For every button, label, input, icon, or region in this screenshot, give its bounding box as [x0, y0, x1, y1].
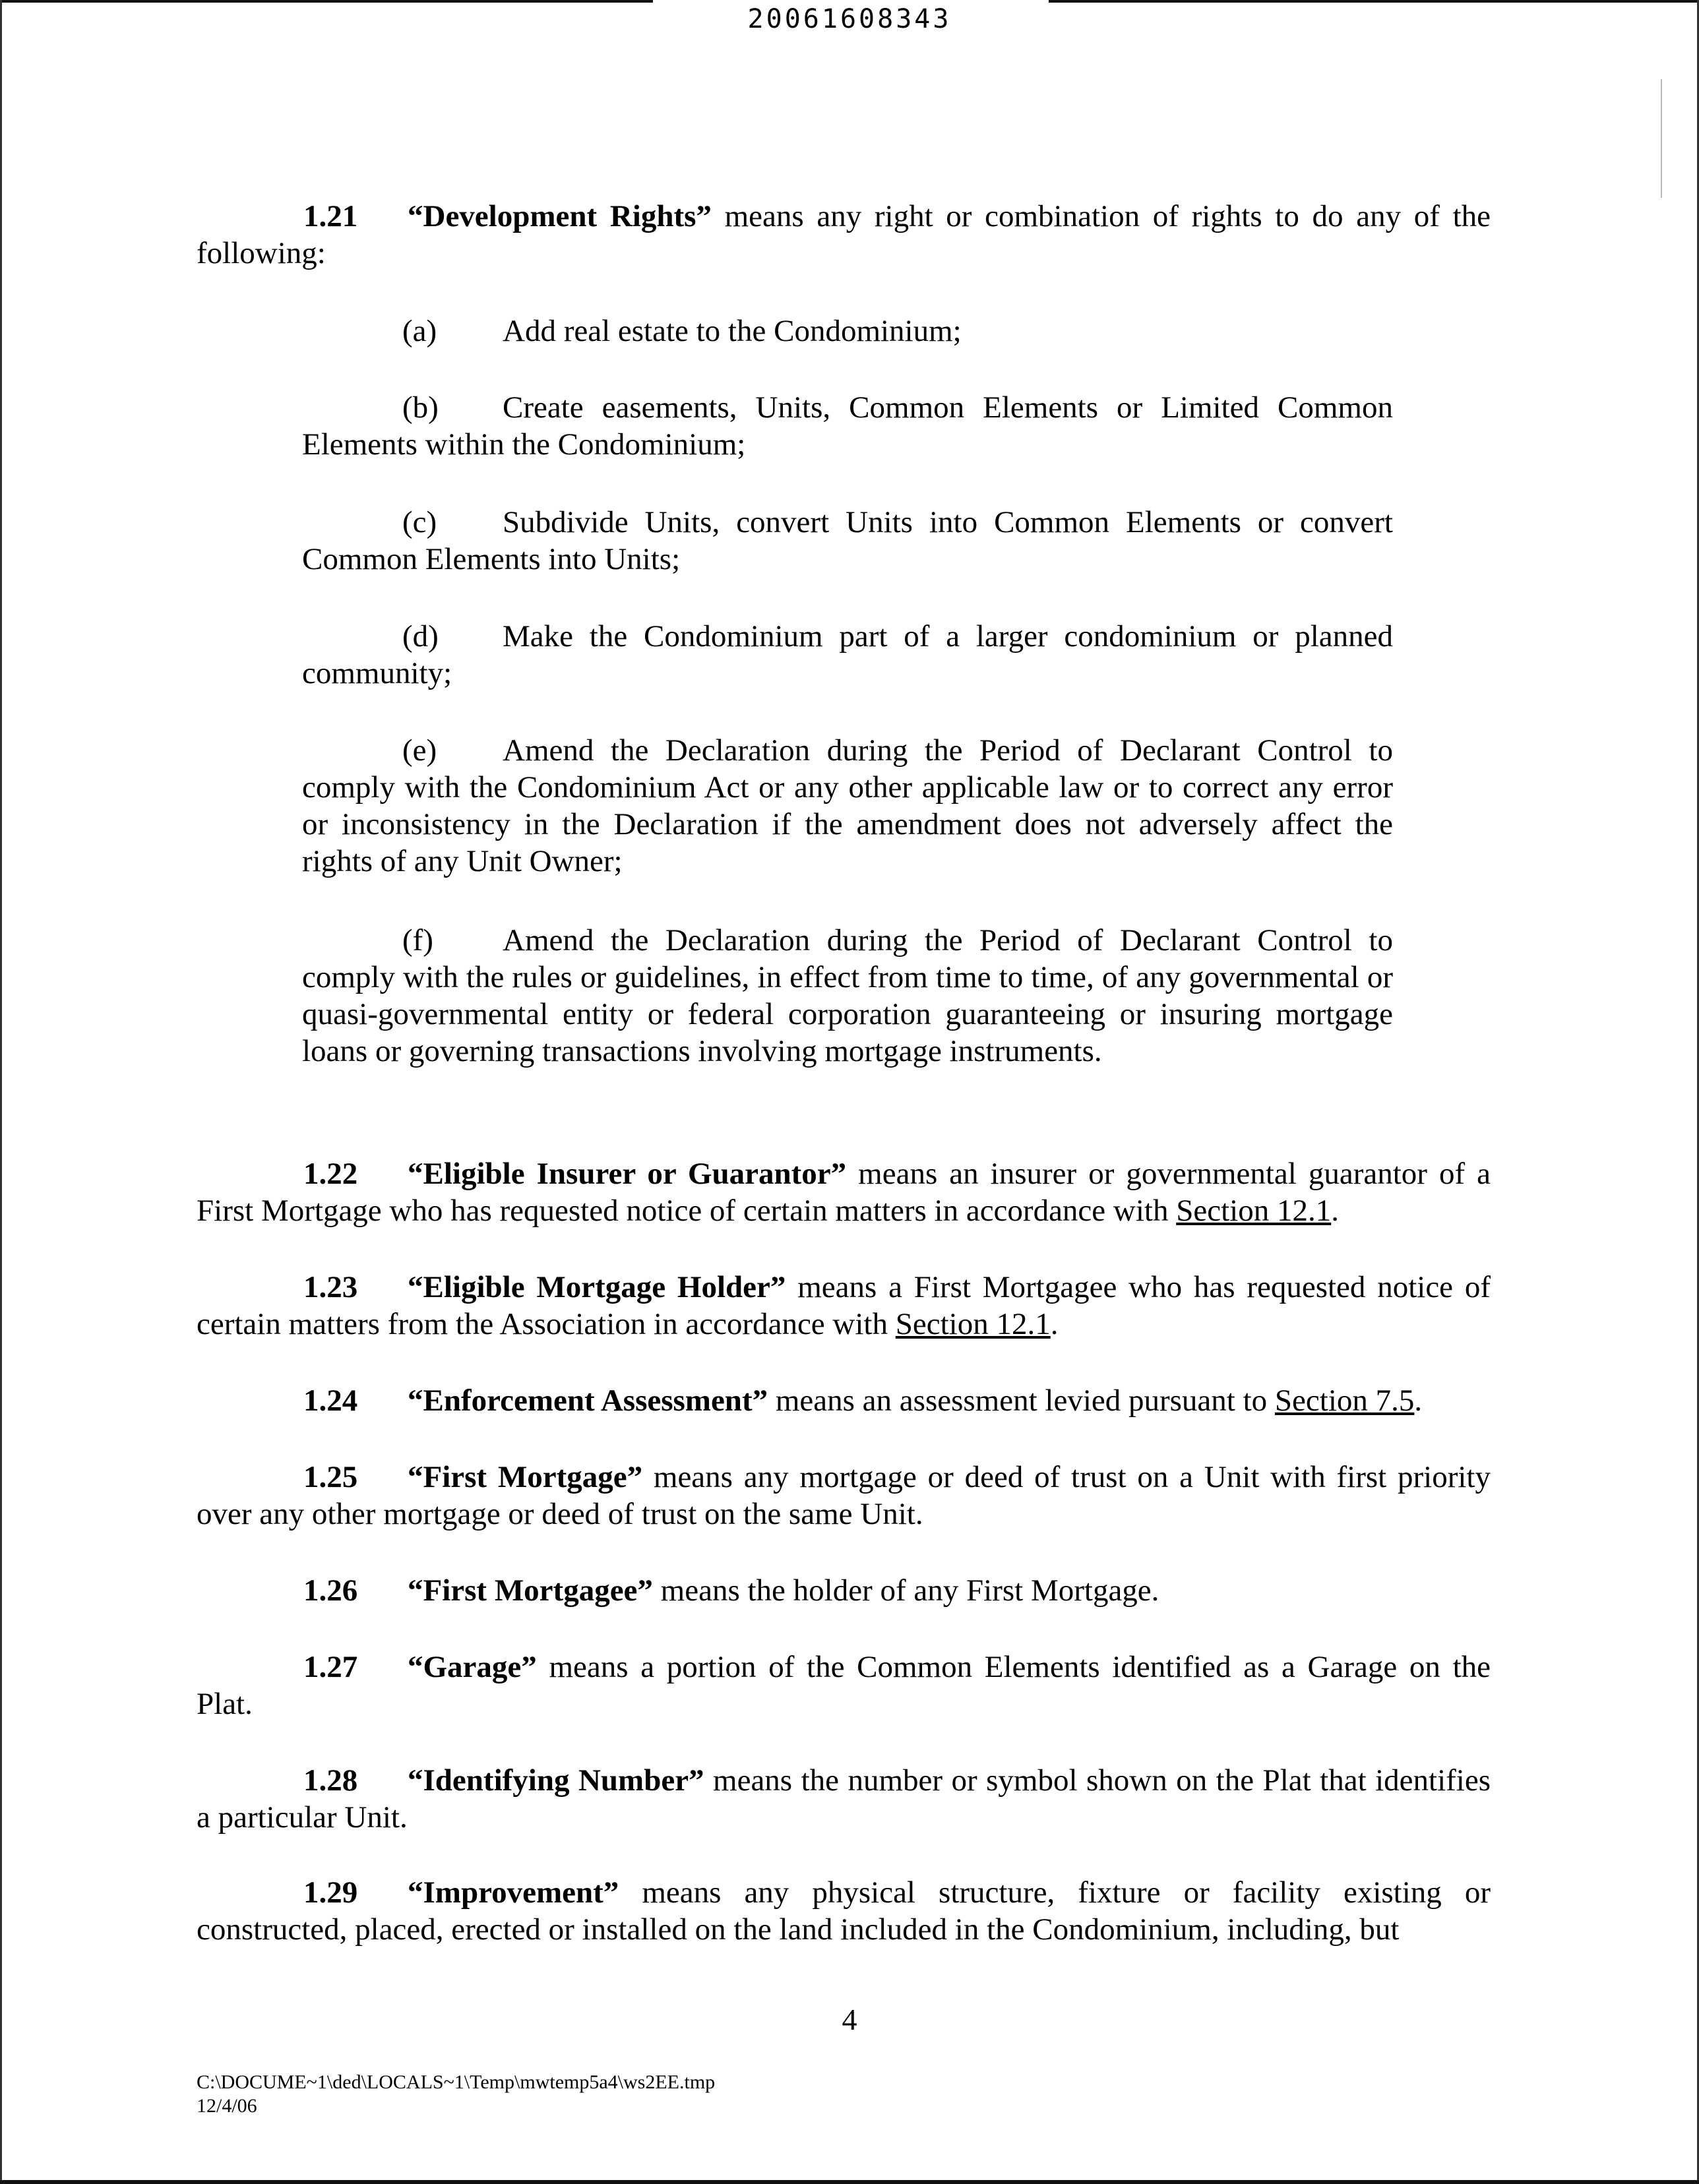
scan-border-bottom — [0, 2180, 1699, 2184]
definition-text: means an insurer or governmental guarantor of a First Mortgage who has requested notice of certain matters in accordance with — [197, 1157, 1491, 1228]
section-number: 1.24 — [303, 1383, 358, 1418]
subitem-text: Amend the Declaration during the Period of Declarant Control to comply with the Condominium Act or any other applicable law or to correct any error or inconsistency in the Declaration if the amendment does not adversely affect the rights of any Unit Owner; — [302, 733, 1393, 878]
defined-term: “First Mortgagee” — [408, 1573, 653, 1608]
scan-border-left — [0, 0, 2, 2184]
subitem-text: Make the Condominium part of a larger condominium or planned community; — [302, 619, 1393, 690]
definition-1-23 — [197, 1269, 1491, 1343]
definition-1-22 — [197, 1155, 1491, 1229]
section-number: 1.26 — [303, 1573, 358, 1608]
definition-text: means any right or combination of rights to do any of the following: — [197, 199, 1491, 270]
section-reference: Section 12.1 — [1176, 1194, 1332, 1228]
defined-term: “Improvement” — [408, 1875, 619, 1910]
subitem-label: (c) — [402, 505, 437, 539]
subitem-label: (e) — [402, 733, 437, 768]
subitem-b — [302, 389, 1393, 463]
subitem-c — [302, 504, 1393, 578]
definition-text: means the number or symbol shown on the Plat that identifies a particular Unit. — [197, 1763, 1491, 1835]
footer-file-path: C:\DOCUME~1\ded\LOCALS~1\Temp\mwtemp5a4\ws2EE.tmp — [197, 2071, 716, 2093]
subitem-label: (b) — [402, 390, 439, 425]
definition-1-25 — [197, 1459, 1491, 1532]
section-number: 1.28 — [303, 1763, 358, 1798]
defined-term: “Eligible Mortgage Holder” — [408, 1270, 786, 1304]
document-id: 20061608343 — [747, 4, 952, 34]
definition-text: means a First Mortgagee who has requested notice of certain matters from the Association in accordance with — [197, 1270, 1491, 1341]
defined-term: “Enforcement Assessment” — [408, 1383, 768, 1418]
definition-1-29 — [197, 1874, 1491, 1948]
definition-text: means the holder of any First Mortgage. — [652, 1573, 1159, 1608]
definition-1-21 — [197, 198, 1491, 272]
definition-1-24 — [197, 1382, 1491, 1419]
definition-1-28 — [197, 1762, 1491, 1836]
definition-1-26 — [197, 1572, 1491, 1609]
section-number: 1.25 — [303, 1460, 358, 1494]
defined-term: “Development Rights” — [408, 199, 712, 233]
subitem-text: Subdivide Units, convert Units into Common Elements or convert Common Elements into Units; — [302, 505, 1393, 576]
section-number: 1.22 — [303, 1157, 358, 1191]
definition-text: means any physical structure, fixture or facility existing or constructed, placed, erected or installed on the land included in the Condominium, including, but — [197, 1875, 1491, 1947]
section-number: 1.23 — [303, 1270, 358, 1304]
definition-text: means any mortgage or deed of trust on a Unit with first priority over any other mortgage or deed of trust on the same Unit. — [197, 1460, 1491, 1531]
subitem-label: (a) — [402, 314, 437, 348]
definition-tail: . — [1414, 1383, 1423, 1418]
definition-text: means a portion of the Common Elements identified as a Garage on the Plat. — [197, 1650, 1491, 1721]
definition-tail: . — [1050, 1307, 1059, 1341]
definition-tail: . — [1331, 1194, 1339, 1228]
definition-text: means an assessment levied pursuant to — [768, 1383, 1275, 1418]
footer-date: 12/4/06 — [197, 2095, 257, 2117]
section-number: 1.29 — [303, 1875, 358, 1910]
subitem-d — [302, 618, 1393, 692]
page-number: 4 — [842, 2003, 857, 2036]
subitem-text: Add real estate to the Condominium; — [503, 314, 962, 348]
defined-term: “First Mortgage” — [408, 1460, 643, 1494]
section-reference: Section 7.5 — [1274, 1383, 1415, 1418]
definition-1-27 — [197, 1649, 1491, 1722]
subitem-label: (d) — [402, 619, 439, 653]
subitem-f — [302, 922, 1393, 1070]
section-reference: Section 12.1 — [895, 1307, 1051, 1341]
defined-term: “Identifying Number” — [408, 1763, 704, 1798]
defined-term: “Eligible Insurer or Guarantor” — [408, 1157, 847, 1191]
defined-term: “Garage” — [408, 1650, 537, 1684]
subitem-e — [302, 732, 1393, 880]
section-number: 1.27 — [303, 1650, 358, 1684]
subitem-text: Amend the Declaration during the Period of Declarant Control to comply with the rules or guidelines, in effect from time to time, of any governmental or quasi-governmental entity or federal corporation guaranteeing or insuring mortgage loans or governing transactions involving mortgage instruments. — [302, 923, 1393, 1068]
scan-artifact-line — [1661, 79, 1662, 198]
subitem-a — [402, 313, 1524, 349]
subitem-text: Create easements, Units, Common Elements or Limited Common Elements within the Condominium; — [302, 390, 1393, 462]
subitem-label: (f) — [402, 923, 433, 957]
section-number: 1.21 — [303, 199, 358, 233]
